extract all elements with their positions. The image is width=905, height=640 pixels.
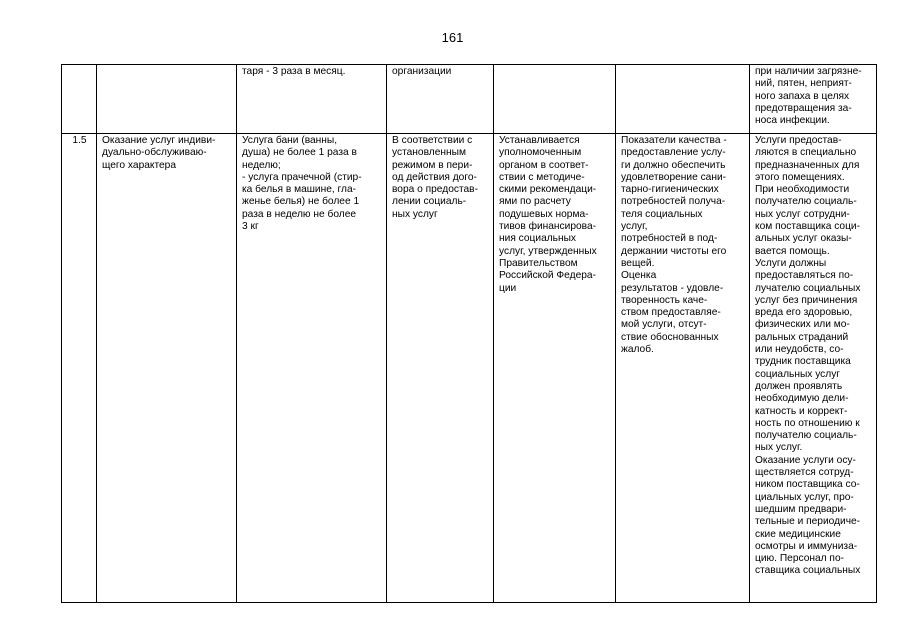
service-term-cell: организации: [387, 65, 494, 134]
service-name-cell: [97, 65, 237, 134]
quality-indicators-cell: Показатели качества - предоставление услу- ги должно обеспечить удовлетворение сани- тарно-гигиенических потребностей получа- теля социальных услуг, потребностей в под- держании чистоты его вещей. Оценка результатов - удовле- творенность каче- ством предоставляе- мой услуги, отсут- ствие обоснованных жалоб.: [616, 134, 750, 603]
services-table: [61, 64, 877, 603]
row-number-cell: [62, 65, 97, 134]
quality-indicators-cell: [616, 65, 750, 134]
service-name-cell: Оказание услуг индиви- дуально-обслуживаю- щего характера: [97, 134, 237, 603]
row-number-cell: 1.5: [62, 134, 97, 603]
service-conditions-cell: Услуги предостав- ляются в специально предназначенных для этого помещениях. При необходимости получателю социаль- ных услуг сотрудни- ком поставщика соци- альных услуг оказы- вается помощь. Услуги должны предоставляться по- лучателю социальных услуг без причинения вреда его здоровью, физических или мо- ральных страданий или неудобств, со- трудник поставщика социальных услуг должен проявлять необходимую дели- катность и коррект- ность по отношению к получателю социаль- ных услуг. Оказание услуги осу- ществляется сотруд- ником поставщика со- циальных услуг, про- шедшим предвари- тельные и периодиче- ские медицинские осмотры и иммуниза- цию. Персонал по- ставщика социальных: [750, 134, 877, 603]
financing-norms-cell: [494, 65, 616, 134]
page-number: 161: [441, 30, 464, 45]
table-row: [62, 65, 877, 134]
service-conditions-cell: при наличии загрязне- ний, пятен, неприят- ного запаха в целях предотвращения за- носа инфекции.: [750, 65, 877, 134]
service-description-cell: Услуга бани (ванны, душа) не более 1 раза в неделю; - услуга прачечной (стир- ка белья в машине, гла- женье белья) не более 1 раза в неделю не более 3 кг: [237, 134, 387, 603]
table-row: [62, 134, 877, 603]
service-description-cell: таря - 3 раза в месяц.: [237, 65, 387, 134]
service-term-cell: В соответствии с установленным режимом в пери- од действия дого- вора о предостав- лении социаль- ных услуг: [387, 134, 494, 603]
financing-norms-cell: Устанавливается уполномоченным органом в соответ- ствии с методиче- скими рекомендаци- ями по расчету подушевых норма- тивов финансирова- ния социальных услуг, утвержденных Правительством Российской Федера- ции: [494, 134, 616, 603]
